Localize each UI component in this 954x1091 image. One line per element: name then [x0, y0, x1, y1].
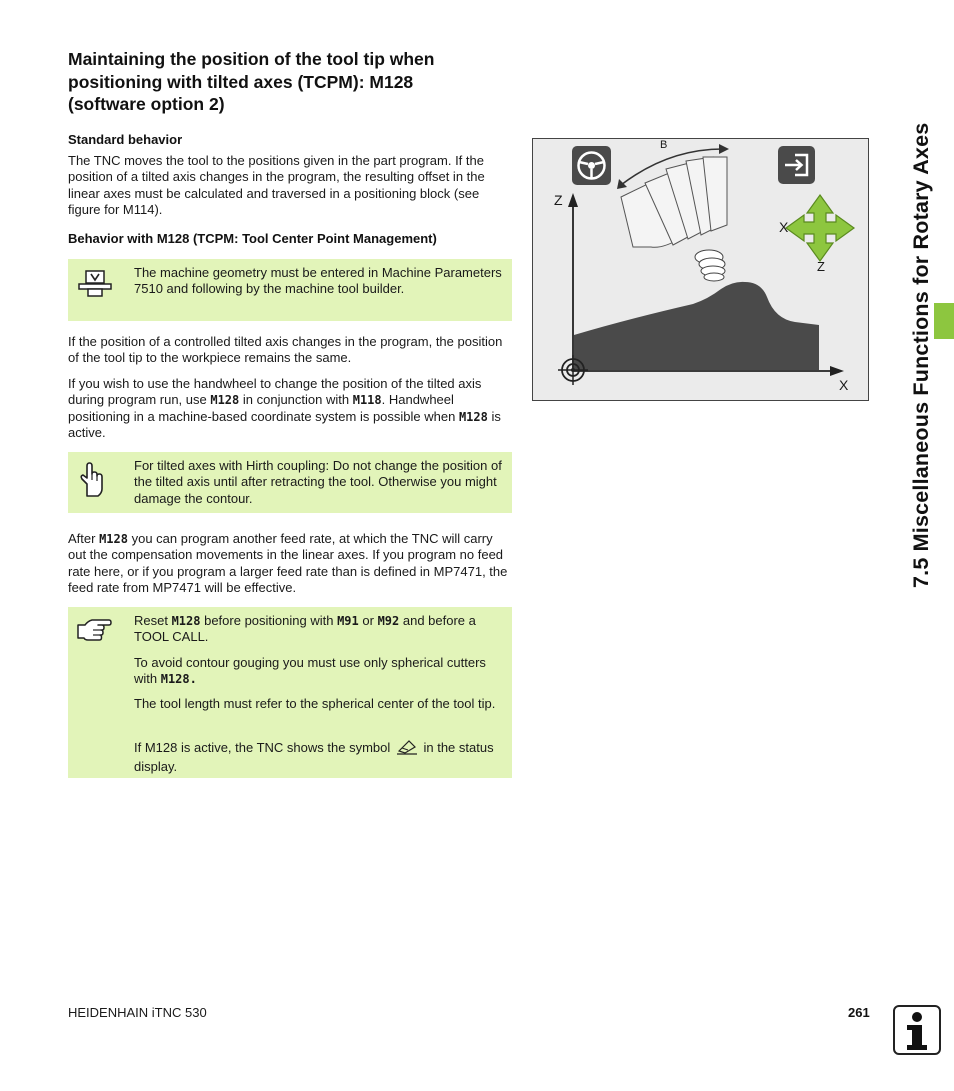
tool-tip-paragraph: If the position of a controlled tilted axis changes in the program, the position of the tool tip to the workpiece remains the same.	[68, 334, 503, 366]
code-m118: M118	[352, 393, 382, 408]
pointing-hand-icon	[76, 617, 112, 648]
feed-rate-paragraph: After M128 you can program another feed rate, at which the TNC will carry out the compensation movements in the linear axes. If you program no feed rate here, or if you program a larger feed rate than is defined in MP7471, the feed rate from MP7471 will be effective.	[68, 531, 508, 595]
machine-parameter-icon	[78, 269, 114, 304]
label-b-axis: B	[660, 139, 668, 151]
handwheel-paragraph: If you wish to use the handwheel to change the position of the tilted axis during program run, use M128 in conjunction with M118. Handwheel positioning in a machine-based coordinate system is possible when M128 is active.	[68, 376, 501, 440]
page-number: 261	[848, 1005, 870, 1020]
note-hirth-coupling	[68, 452, 512, 513]
tcpm-figure	[532, 138, 869, 401]
standard-behavior-text: The TNC moves the tool to the positions given in the part program. If the position of a tilted axis changes in the program, the resulting offset in the linear axes must be calculated and traversed in a positioning block (see figure for M114).	[68, 153, 485, 217]
title-line-2: positioning with tilted axes (TCPM): M128	[68, 71, 414, 92]
steering-wheel-icon	[572, 146, 611, 185]
label-x-cross: X	[779, 219, 789, 235]
tip-status-symbol: If M128 is active, the TNC shows the symbol in the status display.	[134, 740, 494, 775]
code-m128: M128	[210, 393, 240, 408]
note-machine-text: The machine geometry must be entered in Machine Parameters 7510 and following by the machine tool builder.	[134, 265, 502, 297]
note-tips	[68, 607, 512, 778]
caution-hand-icon	[78, 462, 104, 503]
label-z-axis: Z	[554, 192, 563, 208]
tip-reset-m128: Reset M128 before positioning with M91 or M92 and before a TOOL CALL.	[134, 613, 476, 645]
standard-behavior-heading: Standard behavior	[68, 132, 183, 147]
chapter-title-vertical: 7.5 Miscellaneous Functions for Rotary Axes	[909, 122, 933, 588]
code-m91: M91	[337, 614, 359, 628]
chapter-tab-accent	[934, 303, 954, 339]
arrow-into-box-icon	[778, 146, 815, 184]
title-line-1: Maintaining the position of the tool tip when	[68, 49, 435, 69]
tip-spherical-cutters: To avoid contour gouging you must use only spherical cutters with M128.	[134, 655, 486, 687]
code-m128: M128	[99, 532, 128, 546]
label-z-cross: Z	[817, 259, 825, 274]
code-m128: M128	[171, 614, 201, 628]
tip-tool-length: The tool length must refer to the spherical center of the tool tip.	[134, 696, 496, 711]
code-m128: M128.	[160, 672, 197, 687]
footer-manual-title: HEIDENHAIN iTNC 530	[68, 1005, 207, 1020]
page-title	[68, 48, 518, 116]
title-line-3: (software option 2)	[68, 94, 225, 114]
m128-heading: Behavior with M128 (TCPM: Tool Center Point Management)	[68, 231, 437, 246]
code-m92: M92	[377, 614, 400, 628]
note-machine-parameters	[68, 259, 512, 321]
four-way-arrow-icon	[786, 195, 854, 261]
label-x-axis: X	[839, 377, 849, 393]
tcpm-status-icon	[396, 738, 418, 759]
code-m128: M128	[458, 409, 488, 424]
note-hirth-text: For tilted axes with Hirth coupling: Do not change the position of the tilted axis until after retracting the tool. Otherwise you might damage the contour.	[134, 458, 502, 506]
info-icon	[893, 1005, 941, 1055]
